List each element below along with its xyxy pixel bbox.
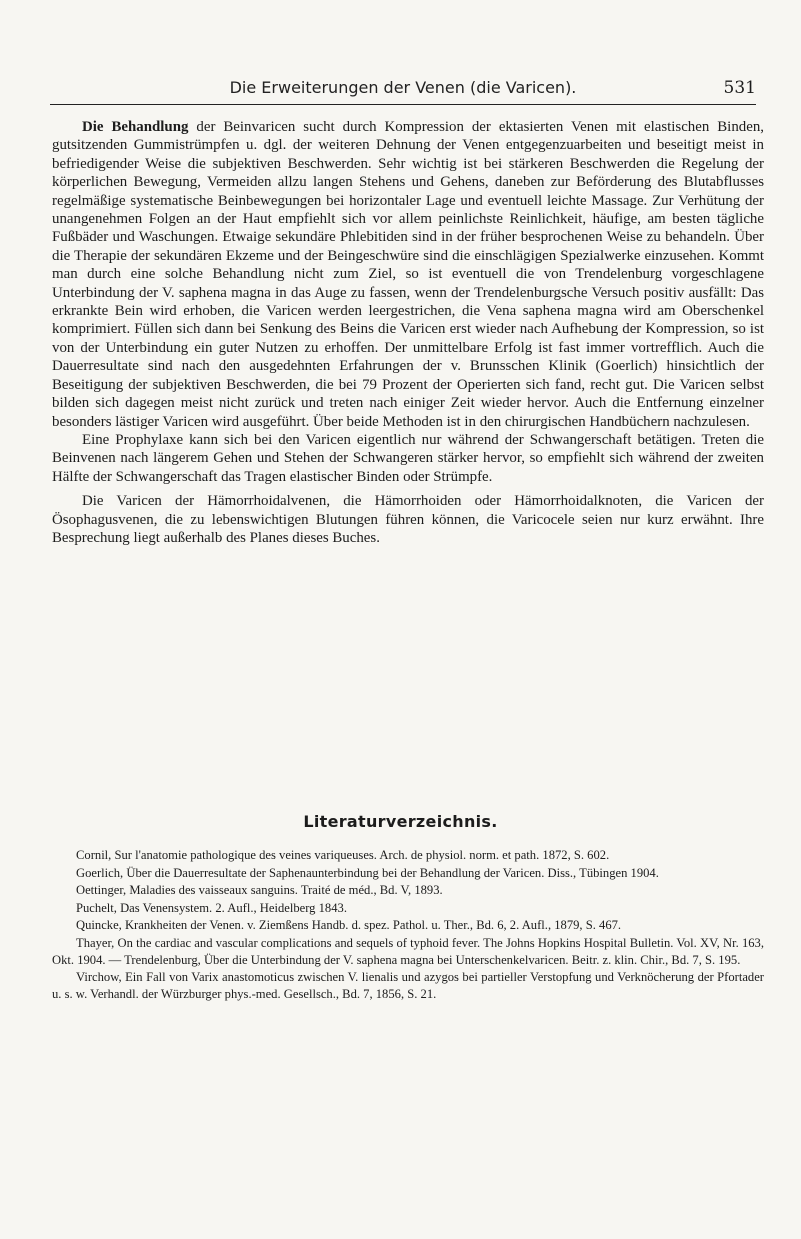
paragraph-hemorrhoids: Die Varicen der Hämorrhoidalvenen, die Hämorrhoiden oder Hämorrhoidalknoten, die Varicen der Ösophagusvenen, die zu lebenswichtigen Blutungen führen können, die Varicocele seien nur kurz erwähnt. Ihre Besprechung liegt außerhalb des Planes dieses Buches.: [52, 493, 764, 546]
bibliography-entry: Puchelt, Das Venensystem. 2. Aufl., Heidelberg 1843.: [76, 900, 347, 915]
page-header: [50, 78, 756, 105]
main-text: [52, 118, 764, 547]
paragraph-treatment: [52, 118, 764, 431]
bibliography-entry: Virchow, Ein Fall von Varix anastomoticus zwischen V. lienalis und azygos bei partieller Verstopfung und Verknöcherung der Pfortader u. s. w. Verhandl. der Würzburger phys.-med. Gesellsch., Bd. 7, 1856, S. 21.: [52, 970, 764, 1001]
bibliography-entry: Goerlich, Über die Dauerresultate der Saphenaunterbindung bei der Behandlung der Varicen. Diss., Tübingen 1904.: [76, 865, 659, 880]
bibliography-entry: Quincke, Krankheiten der Venen. v. Ziemßens Handb. d. spez. Pathol. u. Ther., Bd. 6, 2. Aufl., 1879, S. 467.: [76, 918, 622, 933]
paragraph-prophylaxis: Eine Prophylaxe kann sich bei den Varicen eigentlich nur während der Schwangerschaft betätigen. Treten die Beinvenen nach längerem Gehen und Stehen der Schwangeren stärker hervor, so empfiehlt sich während der zweiten Hälfte der Schwangerschaft das Tragen elastischer Binden oder Strümpfe.: [52, 431, 764, 485]
bibliography-entry: Thayer, On the cardiac and vascular complications and sequels of typhoid fever. The Johns Hopkins Hospital Bulletin. Vol. XV, Nr. 163, Okt. 1904. — Trendelenburg, Über die Unterbindung der V. saphena magna bei Unterschenkelvaricen. Beitr. z. klin. Chir., Bd. 7, S. 195.: [52, 935, 764, 967]
running-title: Die Erweiterungen der Venen (die Varicen).: [229, 78, 577, 97]
paragraph-lead: Die Behandlung: [82, 119, 189, 135]
bibliography-entry: Cornil, Sur l'anatomie pathologique des veines variqueuses. Arch. de physiol. norm. et path. 1872, S. 602.: [76, 848, 610, 862]
bibliography-entry: Oettinger, Maladies des vaisseaux sanguins. Traité de méd., Bd. V, 1893.: [76, 883, 443, 898]
paragraph-text: der Beinvaricen sucht durch Kompression der ektasierten Venen mit elastischen Binden, gutsitzenden Gummistrümpfen u. dgl. der weiteren Dehnung der Venen entgegenzuarbeiten und beseitigt meist in befriedigender Weise die subjektiven Beschwerden. Sehr wichtig ist bei stärkeren Beschwerden die Regelung der körperlichen Bewegung, Vermeiden allzu langen Stehens und Gehens, daneben zur Beförderung des Blutabflusses regelmäßige systematische Beinbewegungen bei horizontaler Lage und eventuell leichte Massage. Zur Verhütung der unangenehmen Folgen an der Haut empfiehlt sich vor allem peinlichste Reinlichkeit, häufige, am besten tägliche Fußbäder und Waschungen. Etwaige sekundäre Phlebitiden sind in der früher besprochenen Weise zu behandeln. Über die Therapie der sekundären Ekzeme und der Beingeschwüre sind die einschlägigen Spezialwerke einzusehen. Kommt man durch eine solche Behandlung nicht zum Ziel, so ist eventuell die von Trendelenburg vorgeschlagene Unterbindung der V. saphena magna in das Auge zu fassen, wenn der Trendelenburgsche Versuch positiv ausfällt: Das erkrankte Bein wird erhoben, die Varicen werden leergestrichen, die Vena saphena magna wird am Oberschenkel komprimiert. Füllen sich dann bei Senkung des Beins die Varicen erst wieder nach Aufhebung der Kompression, so ist von der Unterbindung ein guter Nutzen zu erhoffen. Der unmittelbare Erfolg ist fast immer vortrefflich. Auch die Dauerresultate sind nach den ausgedehnten Erfahrungen der v. Brunsschen Klinik (Goerlich) hinsichtlich der Beseitigung der subjektiven Beschwerden, die bei 79 Prozent der Operierten sich fand, recht gut. Die Varicen selbst bilden sich dagegen meist nicht zurück und treten nach einiger Zeit wieder hervor. Auch die Entfernung einzelner besonders lästiger Varicen wird ausgeführt. Über beide Methoden ist in den chirurgischen Handbüchern nachzulesen.: [52, 119, 764, 430]
bibliography: [52, 847, 764, 1003]
bibliography-heading: Literaturverzeichnis.: [303, 812, 498, 831]
page-number: 531: [723, 78, 756, 98]
